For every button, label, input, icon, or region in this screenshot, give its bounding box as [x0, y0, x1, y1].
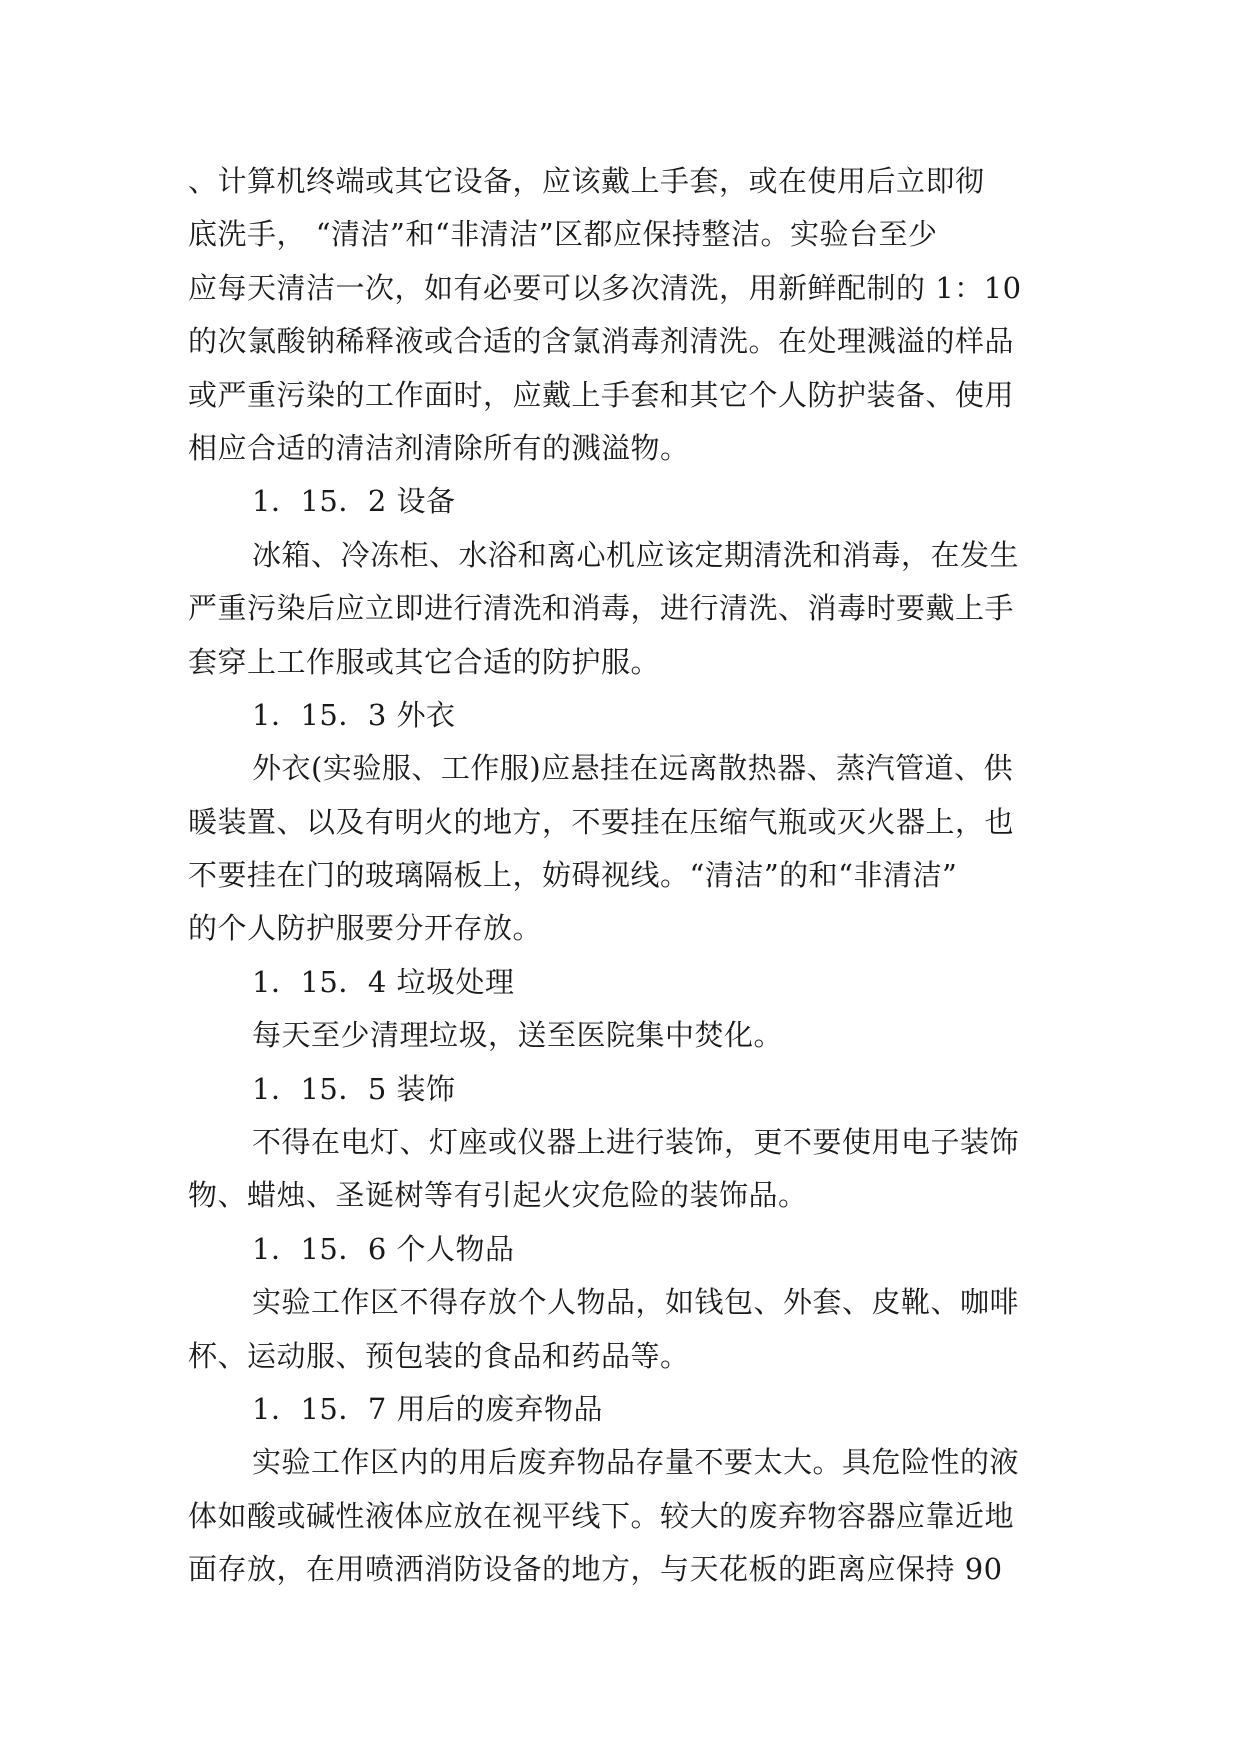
text-line: 严重污染后应立即进行清洗和消毒，进行清洗、消毒时要戴上手: [188, 591, 1015, 626]
text-line: 暖装置、以及有明火的地方，不要挂在压缩气瓶或灭火器上，也: [188, 804, 1015, 839]
text-line: 套穿上工作服或其它合适的防护服。: [188, 644, 661, 679]
text-line: 相应合适的清洁剂清除所有的溅溢物。: [188, 430, 690, 465]
text-line: 应每天清洁一次，如有必要可以多次清洗，用新鲜配制的 1：10: [188, 270, 1022, 305]
text-line: 冰箱、冷冻柜、水浴和离心机应该定期清洗和消毒，在发生: [252, 537, 1020, 572]
text-line: 体如酸或碱性液体应放在视平线下。较大的废弃物容器应靠近地: [188, 1498, 1015, 1533]
text-line: 物、蜡烛、圣诞树等有引起火灾危险的装饰品。: [188, 1178, 808, 1213]
text-line: 1．15．7 用后的废弃物品: [252, 1391, 604, 1426]
text-line: 的次氯酸钠稀释液或合适的含氯消毒剂清洗。在处理溅溢的样品: [188, 324, 1015, 359]
text-line: 不要挂在门的玻璃隔板上，妨碍视线。“清洁”的和“非清洁”: [188, 858, 958, 893]
text-line: 面存放，在用喷洒消防设备的地方，与天花板的距离应保持 90: [188, 1552, 1003, 1587]
text-line: 外衣(实验服、工作服)应悬挂在远离散热器、蒸汽管道、供: [252, 751, 1014, 786]
text-line: 每天至少清理垃圾，送至医院集中焚化。: [252, 1018, 784, 1053]
text-line: 1．15．5 装饰: [252, 1071, 456, 1106]
text-line: 或严重污染的工作面时，应戴上手套和其它个人防护装备、使用: [188, 377, 1015, 412]
text-line: 1．15．2 设备: [252, 484, 456, 519]
text-line: 底洗手， “清洁”和“非清洁”区都应保持整洁。实验台至少: [188, 217, 938, 252]
text-line: 杯、运动服、预包装的食品和药品等。: [188, 1338, 690, 1373]
text-line: 实验工作区内的用后废弃物品存量不要太大。具危险性的液: [252, 1445, 1020, 1480]
text-line: 、计算机终端或其它设备，应该戴上手套，或在使用后立即彻: [188, 164, 985, 198]
text-line: 1．15．4 垃圾处理: [252, 964, 515, 999]
text-line: 1．15．3 外衣: [252, 697, 456, 732]
text-line: 1．15．6 个人物品: [252, 1231, 515, 1266]
text-line: 不得在电灯、灯座或仪器上进行装饰，更不要使用电子装饰: [252, 1125, 1020, 1160]
text-line: 实验工作区不得存放个人物品，如钱包、外套、皮靴、咖啡: [252, 1285, 1020, 1320]
text-line: 的个人防护服要分开存放。: [188, 911, 543, 946]
document-body: [188, 155, 1058, 1597]
